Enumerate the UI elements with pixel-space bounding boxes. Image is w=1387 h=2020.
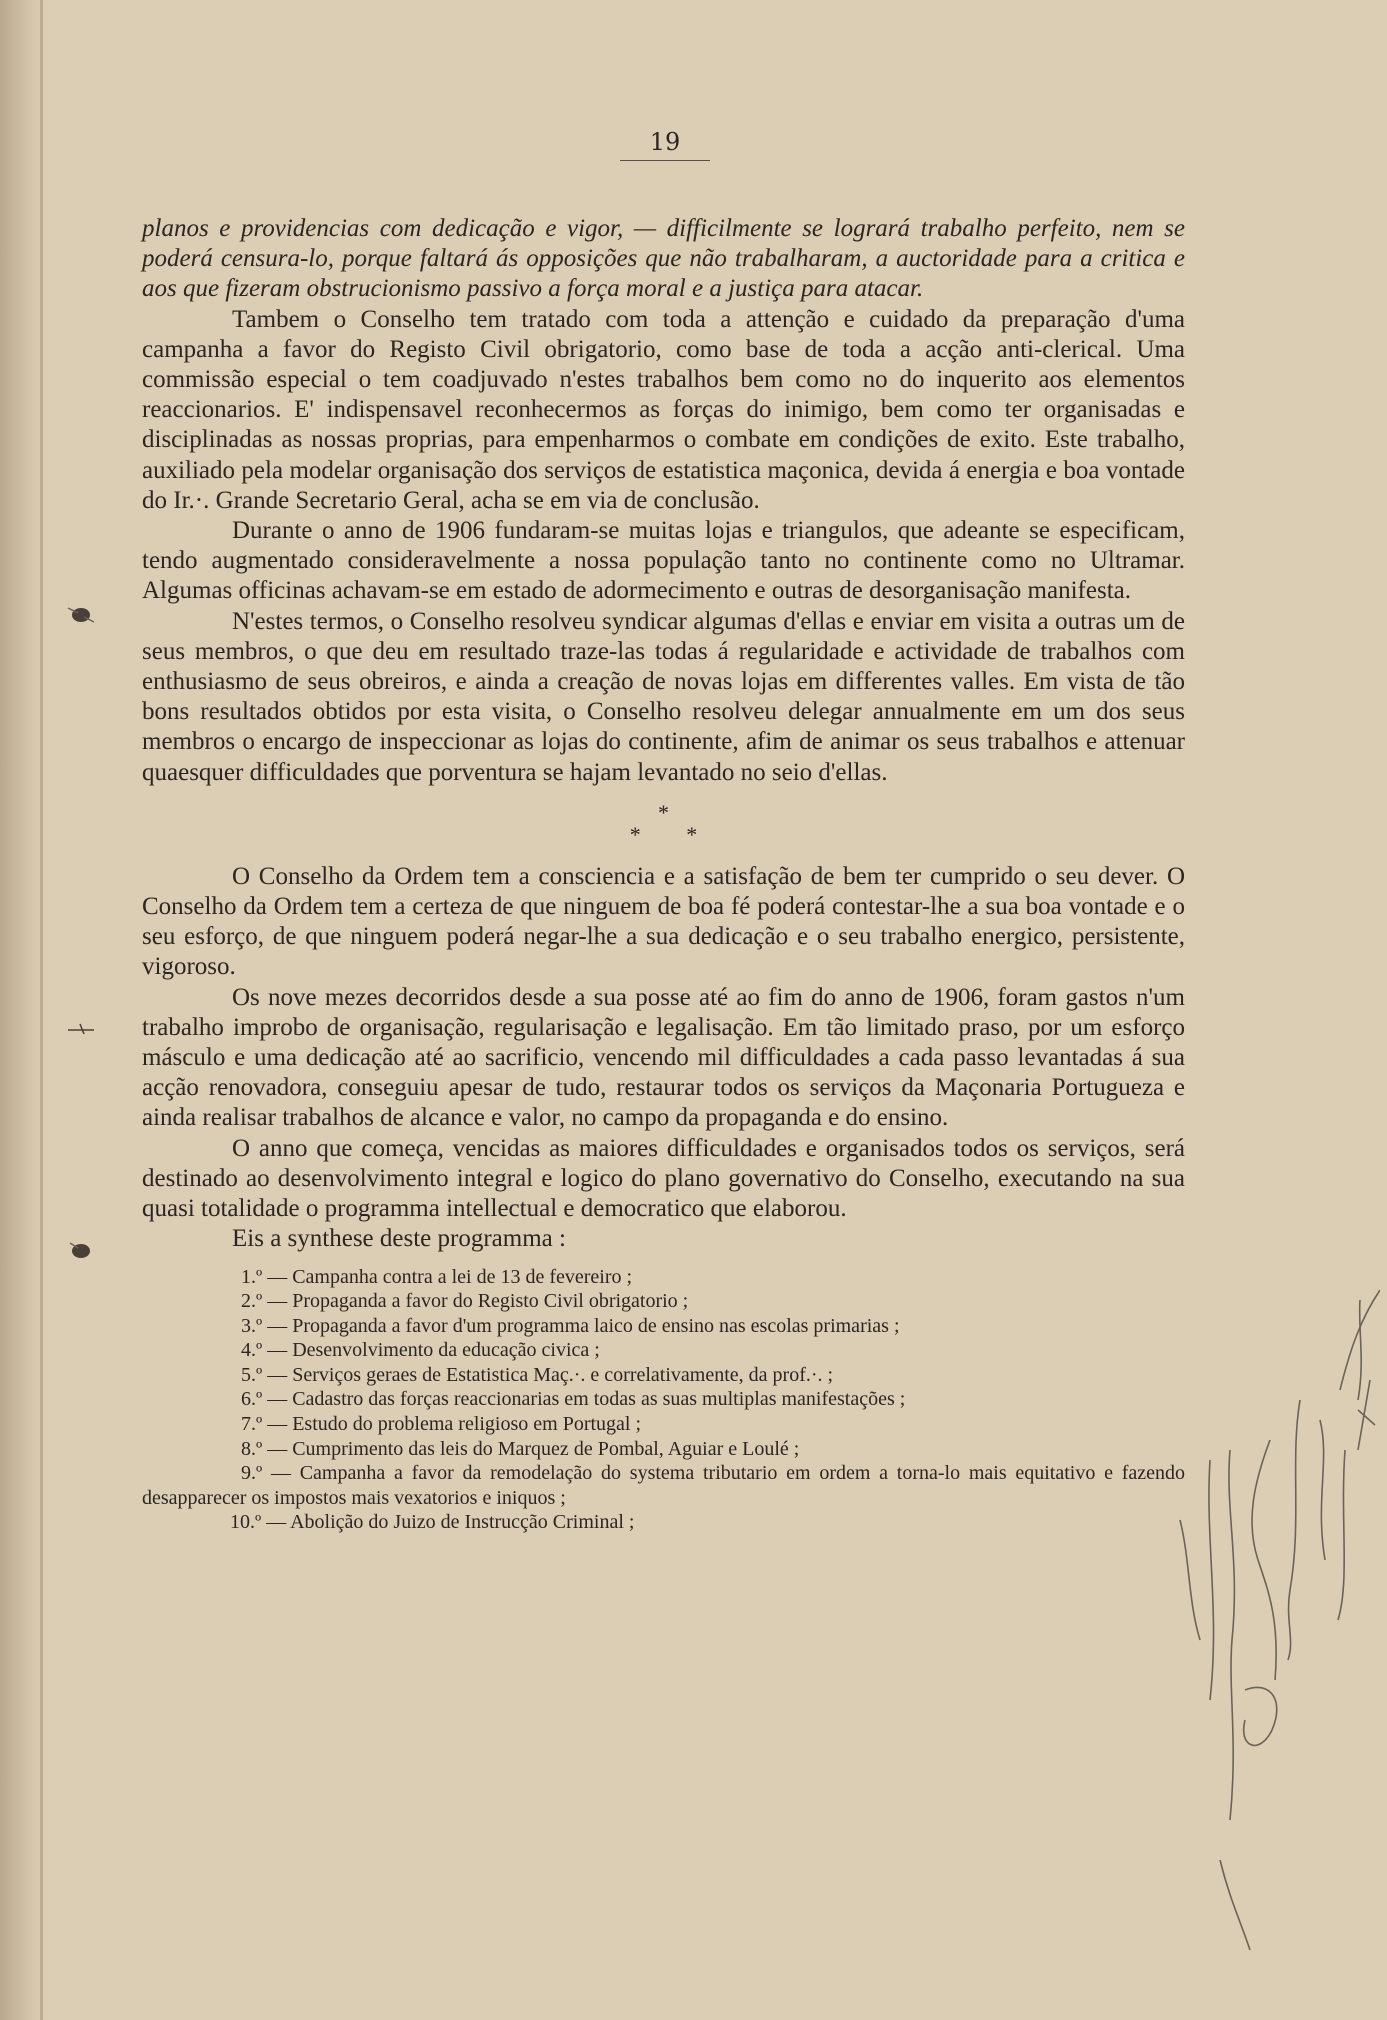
binding-hole-icon [66,1240,96,1262]
paragraph-anno: O anno que começa, vencidas as maiores difficuldades e organisados todos os serviços, será destinado ao desenvolvimento integral e logico do plano governativo do Conselho, executando na sua quasi totalidade o programma intellectual e democratico que elaborou. [142,1134,1185,1223]
paragraph-registo-civil: Tambem o Conselho tem tratado com toda a attenção e cuidado da preparação d'uma campanha a favor do Registo Civil obrigatorio, como base de toda a acção anti-clerical. Uma commissão especial o tem coadjuvado n'estes trabalhos bem como no do inquerito aos elementos reaccionarios. E' indispensavel reconhecermos as forças do inimigo, bem como ter organisadas e disciplinadas as nossas proprias, para empenharmos o combate em condições de exito. Este trabalho, auxiliado pela modelar organisação dos serviços de estatistica maçonica, devida á energia e boa vontade do Ir.·. Grande Secretario Geral, acha se em via de conclusão. [142,305,1185,514]
programme-item: 8.º — Cumprimento das leis do Marquez de Pombal, Aguiar e Loulé ; [241,1437,800,1460]
pencil-annotation-mark [1040,1260,1380,1960]
programme-item: 1.º — Campanha contra a lei de 13 de fevereiro ; [241,1265,633,1288]
programme-item: 9.º — Campanha a favor da remodelação do systema tributario em ordem a torna-lo mais equitativo e fazendo desapparecer os impostos mais vexatorios e iniquos ; [142,1462,1185,1509]
paragraph-visita: N'estes termos, o Conselho resolveu syndicar algumas d'ellas e enviar em visita a outras um de seus membros, o que deu em resultado traze-las todas á regularidade e actividade de trabalhos com enthusiasmo de seus obreiros, e ainda a creação de novas lojas em differentes valles. Em vista de tão bons resultados obtidos por esta visita, o Conselho resolveu delegar annualmente em um dos seus membros o encargo de inspeccionar as lojas do continente, afim de animar os seus trabalhos e attenuar quaesquer difficuldades que porventura se hajam levantado no seio d'ellas. [142,607,1185,786]
paragraph-intro: planos e providencias com dedicação e vigor, — difficilmente se logrará trabalho perfeito, nem se poderá censura-lo, porque faltará ás opposições que não trabalharam, a auctoridade para a critica e aos que fizeram obstrucionismo passivo a força moral e a justiça para atacar. [142,215,1185,303]
programme-item: 10.º — Abolição do Juizo de Instrucção Criminal ; [230,1511,635,1534]
separator-star-top: * [658,799,669,825]
programme-item: 5.º — Serviços geraes de Estatistica Maç.·. e correlativamente, da prof.·. ; [241,1363,834,1386]
programme-item: 2.º — Propaganda a favor do Registo Civil obrigatorio ; [241,1290,689,1313]
paragraph-lojas: Durante o anno de 1906 fundaram-se muitas lojas e triangulos, que adeante se especificam, tendo augmentado consideravelmente a nossa população tanto no continente como no Ultramar. Algumas officinas achavam-se em estado de adormecimento e outras de desorganisação manifesta. [142,517,1185,605]
paragraph-conselho: O Conselho da Ordem tem a consciencia e a satisfação de bem ter cumprido o seu dever. O Conselho da Ordem tem a certeza de que ninguem de boa fé poderá contestar-lhe a sua boa vontade e o seu esforço, de que ninguem poderá negar-lhe a sua dedicação e o seu trabalho energico, persistente, vigoroso. [142,862,1185,981]
section-separator [142,799,1185,847]
binding-hole-icon [66,604,96,626]
page-number: 19 [620,128,710,161]
separator-star-left: * [629,821,641,847]
programme-item: 3.º — Propaganda a favor d'um programma laico de ensino nas escolas primarias ; [241,1314,900,1337]
paragraph-nove-mezes: Os nove mezes decorridos desde a sua posse até ao fim do anno de 1906, foram gastos n'um trabalho improbo de organisação, regularisação e legalisação. Em tão limitado praso, por um esforço másculo e uma dedicação até ao sacrificio, vencendo mil difficuldades a cada passo levantadas á sua acção renovadora, conseguiu apesar de tudo, restaurar todos os serviços da Maçonaria Portugueza e ainda realisar trabalhos de alcance e valor, no campo da propaganda e do ensino. [142,983,1185,1132]
programme-list [142,1265,1185,1536]
binding-edge [40,0,43,2020]
binding-stitch-icon [66,1018,96,1040]
programme-item: 6.º — Cadastro das forças reaccionarias em todas as suas multiplas manifestações ; [241,1388,906,1411]
page-body [142,214,1185,1535]
programme-item: 4.º — Desenvolvimento da educação civica ; [241,1339,600,1362]
programme-item: 7.º — Estudo do problema religioso em Portugal ; [241,1413,642,1436]
separator-star-right: * [686,821,698,847]
paragraph-synthese: Eis a synthese deste programma : [232,1225,566,1253]
